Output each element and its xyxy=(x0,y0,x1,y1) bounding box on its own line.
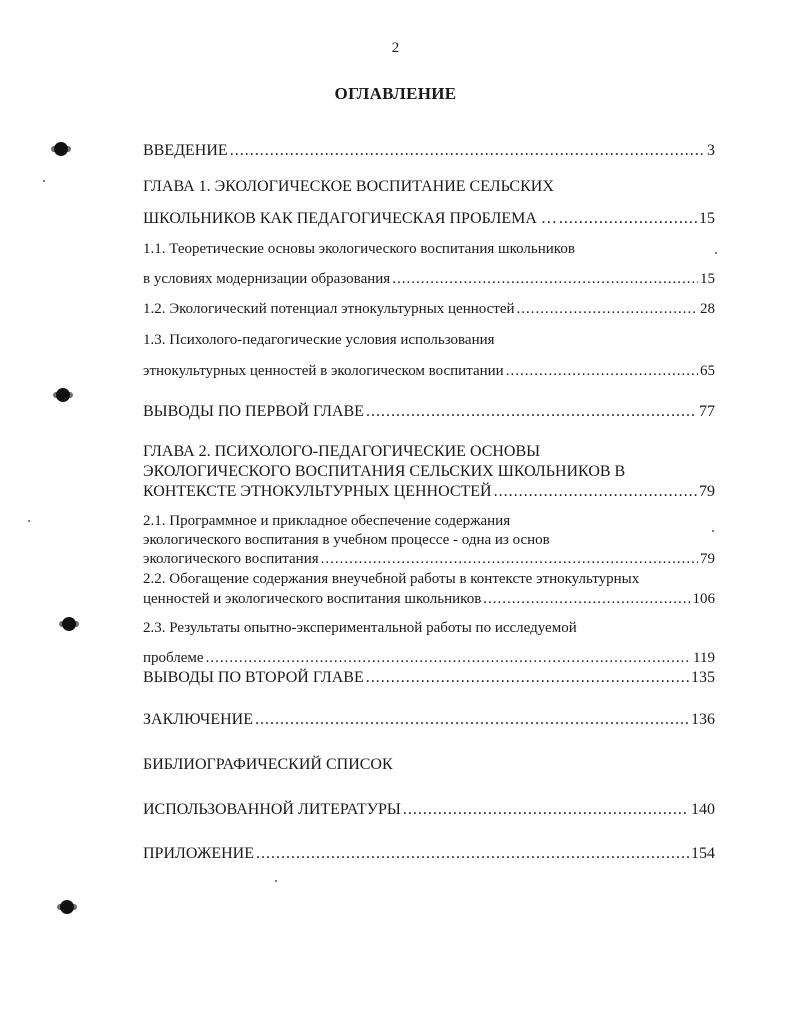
toc-section-2-1 xyxy=(143,513,715,533)
leader-dots xyxy=(403,801,689,819)
toc-conclusions-1 xyxy=(143,403,715,423)
toc-entry-page: 15 xyxy=(699,210,715,227)
toc-entry-text: 2.2. Обогащение содержания внеучебной работы в контексте этнокультурных xyxy=(143,571,640,587)
toc-section-2-1-cont xyxy=(143,532,715,552)
toc-entry-page: 136 xyxy=(691,711,715,728)
leader-dots xyxy=(256,845,689,863)
toc-section-2-1-cont2 xyxy=(143,551,715,571)
toc-bibliography-cont xyxy=(143,801,715,821)
toc-entry-page: 65 xyxy=(700,363,715,379)
toc-chapter-1-title-cont xyxy=(143,210,715,230)
toc-entry-page: 79 xyxy=(699,483,715,500)
leader-dots xyxy=(206,650,691,667)
toc-entry-page: 77 xyxy=(699,403,715,420)
toc-entry-text: ИСПОЛЬЗОВАННОЙ ЛИТЕРАТУРЫ xyxy=(143,801,401,818)
toc-entry-text: ЗАКЛЮЧЕНИЕ xyxy=(143,711,253,728)
page-number: 2 xyxy=(391,40,400,56)
toc-chapter-1-title xyxy=(143,178,715,198)
toc-entry-introduction xyxy=(143,142,715,162)
toc-entry-text: ГЛАВА 1. ЭКОЛОГИЧЕСКОЕ ВОСПИТАНИЕ СЕЛЬСКИХ xyxy=(143,178,554,195)
toc-appendix xyxy=(143,845,715,865)
toc-entry-text: 1.1. Теоретические основы экологического воспитания школьников xyxy=(143,241,575,257)
toc-entry-text: ценностей и экологического воспитания школьников xyxy=(143,591,482,607)
toc-conclusions-2 xyxy=(143,669,715,689)
toc-entry-text: ПРИЛОЖЕНИЕ xyxy=(143,845,255,862)
toc-entry-text: 1.3. Психолого-педагогические условия использования xyxy=(143,332,495,348)
toc-section-1-2 xyxy=(143,301,715,321)
hole-punch-mark xyxy=(62,617,76,631)
toc-chapter-2-title xyxy=(143,443,715,463)
toc-entry-page: 79 xyxy=(700,551,715,567)
toc-entry-text: 1.2. Экологический потенциал этнокультурных ценностей xyxy=(143,301,515,317)
leader-dots xyxy=(559,210,697,228)
toc-entry-page: 3 xyxy=(707,142,715,159)
toc-entry-text: проблеме xyxy=(143,650,204,666)
toc-entry-text: ВВЕДЕНИЕ xyxy=(143,142,228,159)
toc-section-2-2-cont xyxy=(143,591,715,611)
scan-speck xyxy=(43,180,45,182)
page-title: ОГЛАВЛЕНИЕ xyxy=(334,84,457,103)
toc-entry-page: 15 xyxy=(700,271,715,287)
toc-entry-page: 28 xyxy=(700,301,715,317)
leader-dots xyxy=(230,142,705,160)
scan-speck xyxy=(275,880,277,882)
leader-dots xyxy=(483,591,690,608)
toc-section-1-3 xyxy=(143,332,715,352)
toc-chapter-2-title-cont2 xyxy=(143,483,715,503)
toc-entry-text: экологического воспитания в учебном процессе - одна из основ xyxy=(143,532,550,548)
leader-dots xyxy=(392,271,698,288)
scan-speck xyxy=(28,520,30,522)
hole-punch-mark xyxy=(60,900,74,914)
toc-entry-page: 119 xyxy=(693,650,715,666)
leader-dots xyxy=(494,483,697,501)
toc-entry-text: ЭКОЛОГИЧЕСКОГО ВОСПИТАНИЯ СЕЛЬСКИХ ШКОЛЬНИКОВ В xyxy=(143,463,626,480)
toc-section-1-1 xyxy=(143,241,715,261)
leader-dots xyxy=(366,403,697,421)
toc-entry-page: 140 xyxy=(691,801,715,818)
toc-entry-text: ГЛАВА 2. ПСИХОЛОГО-ПЕДАГОГИЧЕСКИЕ ОСНОВЫ xyxy=(143,443,541,460)
toc-entry-text: 2.1. Программное и прикладное обеспечение содержания xyxy=(143,513,511,529)
toc-chapter-2-title-cont xyxy=(143,463,715,483)
leader-dots xyxy=(517,301,698,318)
leader-dots xyxy=(506,363,698,380)
leader-dots xyxy=(255,711,689,729)
toc-section-2-2 xyxy=(143,571,715,591)
toc-entry-text: 2.3. Результаты опытно-экспериментальной работы по исследуемой xyxy=(143,620,577,636)
toc-section-2-3 xyxy=(143,620,715,640)
toc-entry-page: 154 xyxy=(691,845,715,862)
toc-entry-text: в условиях модернизации образования xyxy=(143,271,391,287)
toc-entry-text: КОНТЕКСТЕ ЭТНОКУЛЬТУРНЫХ ЦЕННОСТЕЙ xyxy=(143,483,492,500)
toc-section-1-1-cont xyxy=(143,271,715,291)
toc-entry-text: экологического воспитания xyxy=(143,551,319,567)
toc-entry-page: 135 xyxy=(691,669,715,686)
toc-entry-text: ВЫВОДЫ ПО ВТОРОЙ ГЛАВЕ xyxy=(143,669,364,686)
toc-section-2-3-cont xyxy=(143,650,715,670)
toc-conclusion xyxy=(143,711,715,731)
toc-entry-page: 106 xyxy=(692,591,715,607)
toc-entry-text: БИБЛИОГРАФИЧЕСКИЙ СПИСОК xyxy=(143,756,393,773)
leader-dots xyxy=(321,551,698,568)
hole-punch-mark xyxy=(54,142,68,156)
leader-dots xyxy=(366,669,689,687)
hole-punch-mark xyxy=(56,388,70,402)
toc-bibliography xyxy=(143,756,715,776)
toc-entry-text: ВЫВОДЫ ПО ПЕРВОЙ ГЛАВЕ xyxy=(143,403,364,420)
toc-section-1-3-cont xyxy=(143,363,715,383)
toc-entry-text: этнокультурных ценностей в экологическом воспитании xyxy=(143,363,504,379)
scan-speck xyxy=(712,530,714,532)
toc-entry-text: ШКОЛЬНИКОВ КАК ПЕДАГОГИЧЕСКАЯ ПРОБЛЕМА … xyxy=(143,210,557,227)
scan-speck xyxy=(715,252,717,254)
